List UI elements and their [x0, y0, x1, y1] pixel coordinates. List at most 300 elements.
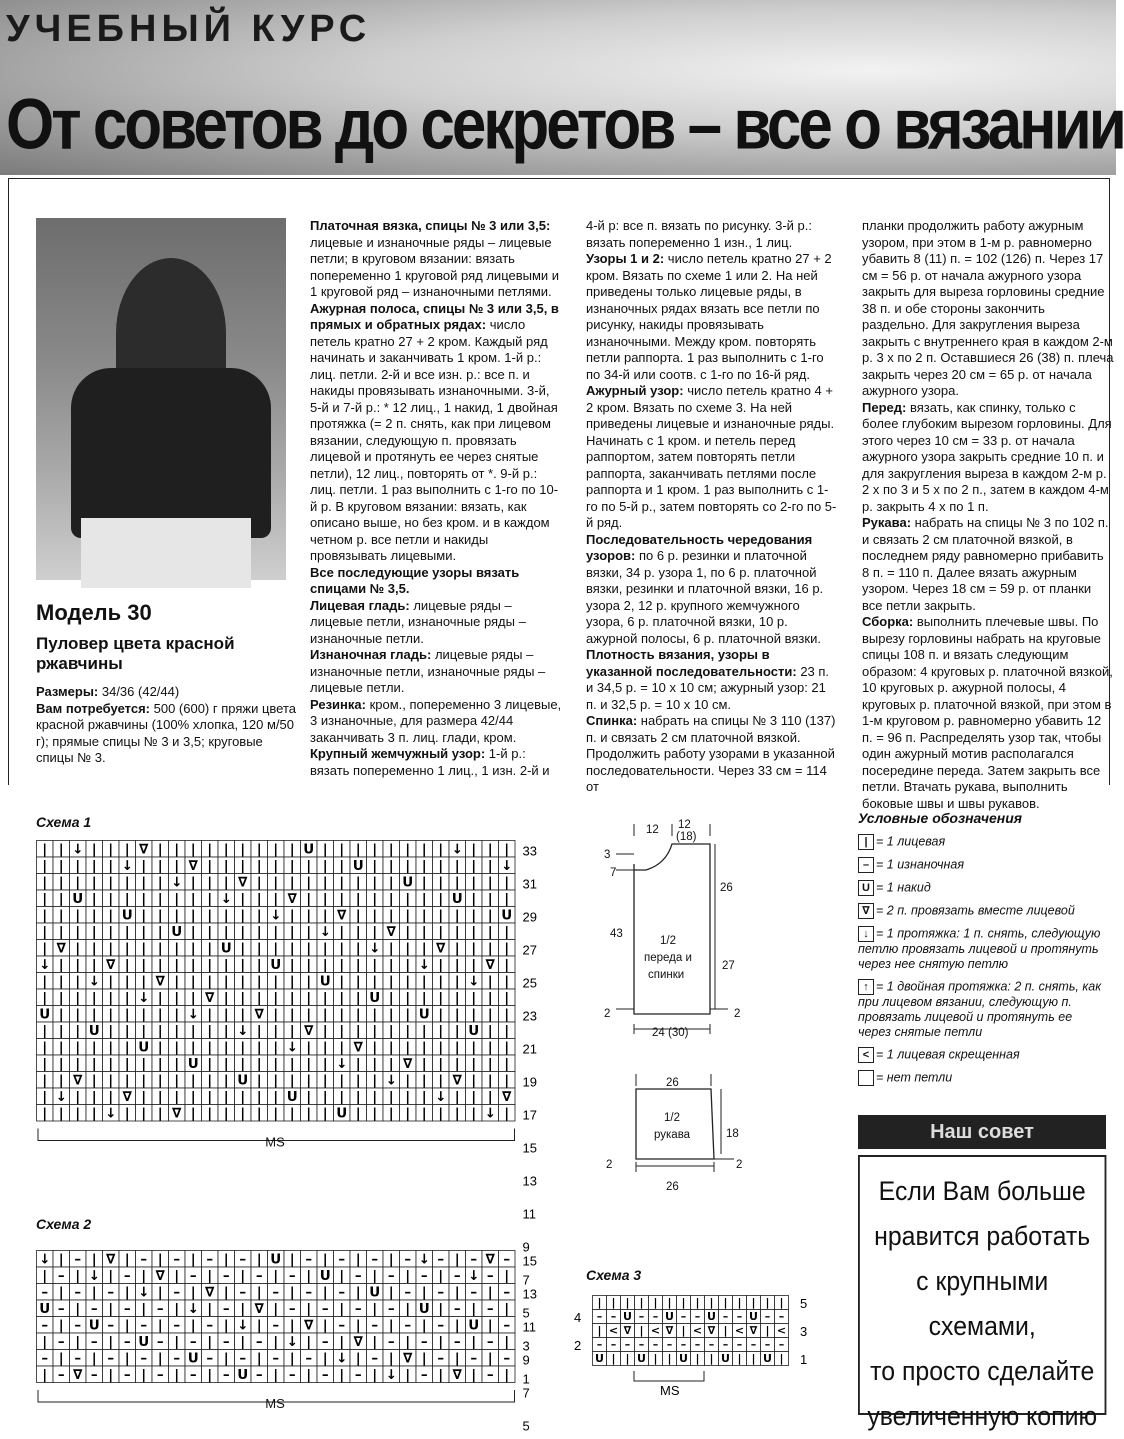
grid-symbol: <: [651, 1324, 660, 1337]
grid-symbol: –: [723, 1310, 729, 1323]
grid-symbol: |: [224, 908, 229, 924]
grid-symbol: |: [141, 891, 146, 907]
grid-symbol: |: [290, 941, 295, 957]
paragraph: [310, 697, 562, 747]
grid-symbol: |: [174, 858, 179, 874]
grid-symbol: |: [471, 1334, 476, 1350]
grid-symbol: |: [422, 891, 427, 907]
grid-symbol: |: [504, 974, 509, 990]
grid-symbol: |: [42, 924, 47, 940]
grid-symbol: |: [323, 941, 328, 957]
grid-symbol: |: [455, 1056, 460, 1072]
grid-symbol: |: [257, 1023, 262, 1039]
grid-symbol: |: [455, 1106, 460, 1122]
grid-symbol: <: [693, 1324, 702, 1337]
grid-symbol: ↓: [72, 842, 83, 858]
grid-symbol: |: [290, 1106, 295, 1122]
legend-symbol-icon: <: [858, 1047, 874, 1063]
grid-symbol: |: [455, 858, 460, 874]
grid-symbol: |: [389, 974, 394, 990]
paragraph: [586, 251, 838, 383]
grid-symbol: |: [224, 1252, 229, 1268]
grid-symbol: |: [174, 1268, 179, 1284]
grid-symbol: |: [751, 1296, 755, 1309]
grid-symbol: |: [75, 990, 80, 1006]
grid-symbol: ↓: [237, 1318, 248, 1334]
scheme-2-chart: [36, 1250, 556, 1425]
grid-symbol: |: [339, 1007, 344, 1023]
grid-symbol: |: [273, 891, 278, 907]
grid-symbol: |: [356, 891, 361, 907]
grid-symbol: U: [468, 1023, 479, 1039]
grid-symbol: |: [471, 908, 476, 924]
grid-symbol: ↓: [171, 875, 182, 891]
paragraph-text: набрать на спицы № 3 по 102 п. и связать 2 см платочной вязкой, в последнем ряду равномерно прибавить 8 п. = 110 п. Далее вязать ажурным узором. Через 18 см = 59 р. от планки все петли закрыть.: [862, 515, 1108, 613]
grid-symbol: –: [322, 1301, 329, 1317]
grid-symbol: |: [488, 875, 493, 891]
grid-symbol: |: [356, 875, 361, 891]
grid-symbol: |: [240, 924, 245, 940]
grid-symbol: |: [224, 1318, 229, 1334]
grid-symbol: |: [207, 1056, 212, 1072]
grid-symbol: |: [92, 1285, 97, 1301]
grid-symbol: |: [224, 1073, 229, 1089]
grid-symbol: ∇: [708, 1324, 716, 1337]
grid-symbol: |: [108, 941, 113, 957]
grid-symbol: |: [356, 1056, 361, 1072]
grid-symbol: |: [92, 957, 97, 973]
grid-symbol: |: [372, 1056, 377, 1072]
grid-symbol: |: [405, 1301, 410, 1317]
grid-symbol: |: [422, 875, 427, 891]
grid-symbol: |: [207, 1367, 212, 1383]
grid-symbol: |: [108, 1073, 113, 1089]
grid-symbol: |: [191, 1285, 196, 1301]
grid-symbol: –: [140, 1318, 147, 1334]
grid-symbol: |: [405, 957, 410, 973]
dim-bottom: 24 (30): [652, 1027, 689, 1039]
grid-symbol: –: [157, 1301, 164, 1317]
grid-symbol: |: [737, 1352, 741, 1365]
grid-symbol: |: [405, 1040, 410, 1056]
grid-symbol: U: [188, 1351, 199, 1367]
legend-item: [858, 926, 1108, 972]
grid-symbol: |: [488, 858, 493, 874]
grid-symbol: ∇: [238, 875, 248, 891]
grid-symbol: |: [306, 924, 311, 940]
dim-right-2: 2: [734, 1008, 740, 1020]
grid-symbol: –: [597, 1338, 603, 1351]
grid-symbol: |: [356, 1023, 361, 1039]
grid-symbol: |: [92, 1007, 97, 1023]
grid-symbol: |: [42, 1106, 47, 1122]
grid-symbol: ↓: [369, 941, 380, 957]
grid-symbol: |: [422, 1089, 427, 1105]
grid-symbol: |: [455, 1318, 460, 1334]
paragraph: [310, 565, 562, 598]
grid-symbol: |: [438, 1367, 443, 1383]
grid-symbol: |: [681, 1296, 685, 1309]
grid-symbol: |: [174, 1334, 179, 1350]
grid-symbol: |: [207, 1073, 212, 1089]
grid-symbol: –: [74, 1252, 81, 1268]
grid-symbol: |: [339, 924, 344, 940]
grid-symbol: |: [290, 1056, 295, 1072]
grid-symbol: |: [422, 974, 427, 990]
grid-symbol: ↓: [468, 1268, 479, 1284]
grid-symbol: |: [125, 1073, 130, 1089]
grid-symbol: |: [323, 1318, 328, 1334]
grid-symbol: |: [438, 858, 443, 874]
grid-symbol: |: [405, 974, 410, 990]
grid-symbol: |: [438, 842, 443, 858]
grid-symbol: |: [471, 1040, 476, 1056]
grid-symbol: |: [455, 1040, 460, 1056]
grid-symbol: ↓: [188, 1301, 199, 1317]
grid-symbol: |: [422, 1073, 427, 1089]
grid-symbol: |: [158, 924, 163, 940]
grid-symbol: |: [174, 842, 179, 858]
grid-symbol: |: [323, 1285, 328, 1301]
grid-symbol: –: [41, 1351, 48, 1367]
grid-symbol: |: [207, 1301, 212, 1317]
grid-symbol: |: [125, 974, 130, 990]
grid-symbol: –: [388, 1334, 395, 1350]
grid-symbol: –: [74, 1318, 81, 1334]
grid-symbol: |: [455, 1023, 460, 1039]
grid-symbol: |: [455, 908, 460, 924]
grid-symbol: –: [765, 1338, 771, 1351]
grid-symbol: |: [488, 990, 493, 1006]
grid-symbol: |: [504, 1073, 509, 1089]
grid-symbol: |: [405, 842, 410, 858]
grid-symbol: |: [42, 1268, 47, 1284]
grid-symbol: ∇: [403, 1351, 413, 1367]
grid-symbol: |: [323, 891, 328, 907]
grid-symbol: ∇: [304, 1318, 314, 1334]
grid-symbol: |: [273, 941, 278, 957]
grid-symbol: ↓: [386, 1073, 397, 1089]
grid-symbol: |: [306, 1073, 311, 1089]
grid-symbol: –: [503, 1252, 510, 1268]
grid-symbol: |: [240, 974, 245, 990]
grid-symbol: |: [273, 1367, 278, 1383]
grid-symbol: U: [419, 1007, 430, 1023]
grid-symbol: ∇: [486, 1252, 496, 1268]
grid-symbol: ∇: [73, 1367, 83, 1383]
grid-symbol: |: [224, 1089, 229, 1105]
grid-symbol: |: [174, 1367, 179, 1383]
grid-symbol: |: [504, 941, 509, 957]
ms-label: MS: [265, 1396, 285, 1411]
grid-symbol: |: [356, 1106, 361, 1122]
grid-symbol: |: [405, 1089, 410, 1105]
grid-symbol: |: [257, 891, 262, 907]
grid-symbol: –: [58, 1268, 65, 1284]
model-title: Модель 30: [36, 600, 152, 626]
legend-symbol-icon: U: [858, 880, 874, 896]
legend-item: [858, 880, 1108, 896]
grid-symbol: |: [42, 1073, 47, 1089]
grid-symbol: |: [125, 1023, 130, 1039]
grid-symbol: –: [289, 1268, 296, 1284]
grid-symbol: U: [270, 1252, 281, 1268]
grid-symbol: |: [273, 875, 278, 891]
grid-symbol: |: [653, 1352, 657, 1365]
grid-symbol: |: [405, 924, 410, 940]
grid-symbol: ↓: [237, 1023, 248, 1039]
grid-symbol: –: [124, 1367, 131, 1383]
grid-symbol: |: [405, 1023, 410, 1039]
grid-symbol: U: [89, 1023, 100, 1039]
grid-symbol: |: [290, 1318, 295, 1334]
legend-symbol-icon: |: [858, 834, 874, 850]
grid-symbol: |: [290, 1007, 295, 1023]
grid-symbol: –: [487, 1268, 494, 1284]
grid-symbol: –: [355, 1301, 362, 1317]
grid-symbol: |: [422, 1040, 427, 1056]
grid-symbol: |: [611, 1296, 615, 1309]
grid-symbol: |: [273, 1007, 278, 1023]
grid-symbol: |: [372, 924, 377, 940]
grid-symbol: |: [125, 957, 130, 973]
grid-symbol: ∇: [486, 957, 496, 973]
grid-symbol: |: [273, 1023, 278, 1039]
grid-symbol: ∇: [453, 1073, 463, 1089]
grid-symbol: |: [471, 842, 476, 858]
paragraph-text: планки продолжить работу ажурным узором, при этом в 1-м р. равномерно убавить 8 (11) п. = 102 (126) п. Через 17 см = 56 р. от начала ажурного узора закрыть для выреза горловины средние 38 п. и обе стороны закончить раздельно. Для закругления выреза закрыть с внутреннего края в каждом 2-м р. 3 х по 2 п. Оставшиеся 26 (38) п. плеча закрыть через 20 см = 65 р. от начала ажурного узора.: [862, 218, 1114, 398]
grid-symbol: –: [223, 1301, 230, 1317]
grid-symbol: –: [611, 1310, 617, 1323]
grid-symbol: ∇: [106, 1252, 116, 1268]
grid-symbol: |: [389, 1106, 394, 1122]
grid-symbol: |: [240, 1089, 245, 1105]
grid-symbol: |: [75, 1023, 80, 1039]
grid-symbol: |: [504, 1367, 509, 1383]
grid-symbol: |: [290, 858, 295, 874]
grid-symbol: |: [422, 924, 427, 940]
grid-symbol: |: [59, 1285, 64, 1301]
grid-symbol: |: [125, 1106, 130, 1122]
grid-symbol: |: [422, 1106, 427, 1122]
grid-symbol: ∇: [387, 924, 397, 940]
grid-symbol: |: [372, 1268, 377, 1284]
grid-symbol: –: [206, 1252, 213, 1268]
grid-symbol: |: [356, 1089, 361, 1105]
paragraph: [862, 614, 1114, 812]
grid-symbol: –: [454, 1334, 461, 1350]
grid-symbol: |: [290, 924, 295, 940]
grid-symbol: |: [158, 1106, 163, 1122]
paragraph-heading: Последовательность чередования узоров:: [586, 532, 812, 564]
grid-symbol: |: [306, 858, 311, 874]
grid-symbol: |: [92, 1089, 97, 1105]
grid-symbol: –: [223, 1367, 230, 1383]
paragraph-heading: Перед:: [862, 400, 906, 415]
grid-symbol: |: [339, 1268, 344, 1284]
grid-symbol: –: [289, 1367, 296, 1383]
grid-symbol: U: [39, 1301, 50, 1317]
model-requirements: [36, 684, 296, 767]
grid-symbol: |: [59, 842, 64, 858]
paragraph-text: лицевые и изнаночные ряды – лицевые петли; в круговом вязании: вязать попеременно 1 круговой ряд лицевыми и 1 круговой ряд – изнаночными петлями.: [310, 235, 559, 300]
grid-symbol: |: [158, 842, 163, 858]
grid-symbol: |: [488, 974, 493, 990]
grid-symbol: |: [372, 1073, 377, 1089]
grid-symbol: |: [240, 891, 245, 907]
grid-symbol: ↓: [336, 1056, 347, 1072]
grid-symbol: |: [257, 941, 262, 957]
grid-symbol: –: [737, 1310, 743, 1323]
row-number: 7: [523, 1386, 530, 1401]
grid-symbol: –: [157, 1367, 164, 1383]
grid-symbol: |: [779, 1352, 783, 1365]
grid-cells: [37, 841, 516, 1122]
grid-symbol: |: [339, 875, 344, 891]
grid-symbol: |: [504, 875, 509, 891]
grid-symbol: |: [422, 842, 427, 858]
grid-symbol: |: [504, 891, 509, 907]
paragraph: [586, 383, 838, 532]
grid-symbol: |: [488, 1040, 493, 1056]
grid-symbol: –: [487, 1301, 494, 1317]
grid-symbol: |: [306, 1106, 311, 1122]
grid-symbol: |: [191, 1073, 196, 1089]
grid-symbol: |: [504, 1334, 509, 1350]
grid-symbol: U: [595, 1352, 604, 1365]
grid-symbol: |: [59, 1106, 64, 1122]
grid-symbol: U: [221, 941, 232, 957]
grid-symbol: |: [356, 974, 361, 990]
grid-symbol: ↓: [188, 1007, 199, 1023]
grid-symbol: |: [339, 1301, 344, 1317]
pattern-diagram: [596, 814, 756, 1174]
grid-symbol: |: [356, 1285, 361, 1301]
grid-symbol: |: [240, 1106, 245, 1122]
grid-symbol: |: [290, 1073, 295, 1089]
grid-symbol: |: [158, 1089, 163, 1105]
grid-symbol: –: [74, 1351, 81, 1367]
tip-line: с крупными схемами,: [860, 1259, 1105, 1349]
grid-symbol: |: [389, 858, 394, 874]
grid-symbol: –: [388, 1268, 395, 1284]
grid-symbol: |: [372, 974, 377, 990]
grid-symbol: |: [422, 1318, 427, 1334]
grid-symbol: ↓: [320, 924, 331, 940]
grid-symbol: –: [625, 1338, 631, 1351]
grid-symbol: |: [438, 1334, 443, 1350]
grid-symbol: |: [290, 1351, 295, 1367]
grid-symbol: –: [779, 1338, 785, 1351]
grid-symbol: |: [356, 924, 361, 940]
grid-symbol: |: [306, 1040, 311, 1056]
grid-symbol: |: [471, 1073, 476, 1089]
grid-symbol: |: [257, 974, 262, 990]
paragraph-text: число петель кратно 27 + 2 кром. Вязать по схеме 1 или 2. На ней приведены только лицевые ряды, в изнаночных рядах вязать все петли по рисунку, накиды провязывать изнаночными. Между кром. повторять петли раппорта. 1 раз выполнить с 1-го по 34-й или соотв. с 1-го по 16-й ряд.: [586, 251, 832, 382]
grid-symbol: ∇: [255, 1007, 265, 1023]
row-number: 23: [523, 1009, 537, 1024]
grid-symbol: –: [322, 1367, 329, 1383]
grid-symbol: |: [59, 875, 64, 891]
grid-symbol: –: [404, 1318, 411, 1334]
grid-symbol: |: [207, 858, 212, 874]
grid-symbol: |: [92, 858, 97, 874]
grid-symbol: |: [108, 1040, 113, 1056]
grid-symbol: |: [306, 974, 311, 990]
grid-symbol: |: [455, 990, 460, 1006]
grid-symbol: |: [257, 908, 262, 924]
grid-symbol: –: [338, 1318, 345, 1334]
grid-symbol: |: [422, 858, 427, 874]
grid-symbol: |: [323, 1007, 328, 1023]
dim-left-43: 43: [610, 928, 623, 940]
grid-symbol: |: [405, 1268, 410, 1284]
grid-symbol: –: [305, 1351, 312, 1367]
grid-symbol: |: [257, 1040, 262, 1056]
grid-symbol: U: [138, 1040, 149, 1056]
grid-symbol: |: [290, 908, 295, 924]
row-number: 13: [523, 1287, 537, 1302]
grid-symbol: ∇: [73, 1073, 83, 1089]
grid-symbol: |: [455, 974, 460, 990]
grid-symbol: |: [356, 1007, 361, 1023]
grid-symbol: |: [75, 1040, 80, 1056]
grid-symbol: |: [339, 842, 344, 858]
grid-symbol: |: [438, 1040, 443, 1056]
grid-symbol: |: [224, 974, 229, 990]
grid-symbol: ∇: [750, 1324, 758, 1337]
grid-symbol: |: [306, 1089, 311, 1105]
grid-symbol: |: [389, 1318, 394, 1334]
grid-symbol: |: [42, 908, 47, 924]
grid-symbol: –: [470, 1252, 477, 1268]
grid-symbol: ∇: [106, 957, 116, 973]
grid-symbol: –: [723, 1338, 729, 1351]
row-number: 33: [523, 844, 537, 859]
grid-symbol: –: [322, 1334, 329, 1350]
grid-symbol: |: [125, 1285, 130, 1301]
grid-symbol: |: [356, 941, 361, 957]
row-number: 9: [523, 1353, 530, 1368]
grid-symbol: |: [174, 891, 179, 907]
row-labels: [523, 1254, 537, 1439]
grid-symbol: |: [323, 875, 328, 891]
grid-symbol: |: [323, 1023, 328, 1039]
grid-symbol: |: [323, 1089, 328, 1105]
paragraph-text: 23 п. и 34,5 р. = 10 х 10 см; ажурный узор: 21 п. и 32,5 р. = 10 х 10 см.: [586, 664, 829, 712]
grid-symbol: |: [257, 1252, 262, 1268]
grid-symbol: –: [140, 1351, 147, 1367]
grid-symbol: |: [625, 1352, 629, 1365]
grid-symbol: |: [504, 1023, 509, 1039]
grid-symbol: –: [173, 1285, 180, 1301]
grid-symbol: U: [763, 1352, 772, 1365]
grid-symbol: ↓: [270, 908, 281, 924]
grid-symbol: |: [59, 908, 64, 924]
grid-symbol: |: [108, 1268, 113, 1284]
grid-symbol: |: [372, 1007, 377, 1023]
grid-symbol: |: [695, 1296, 699, 1309]
sleeve-dim-right-2: 2: [736, 1159, 742, 1171]
grid-symbol: |: [723, 1324, 727, 1337]
grid-symbol: |: [59, 1073, 64, 1089]
grid-symbol: |: [306, 1334, 311, 1350]
grid-symbol: |: [765, 1324, 769, 1337]
grid-symbol: |: [438, 1073, 443, 1089]
grid-symbol: |: [174, 908, 179, 924]
grid-symbol: |: [339, 1073, 344, 1089]
grid-symbol: |: [290, 842, 295, 858]
